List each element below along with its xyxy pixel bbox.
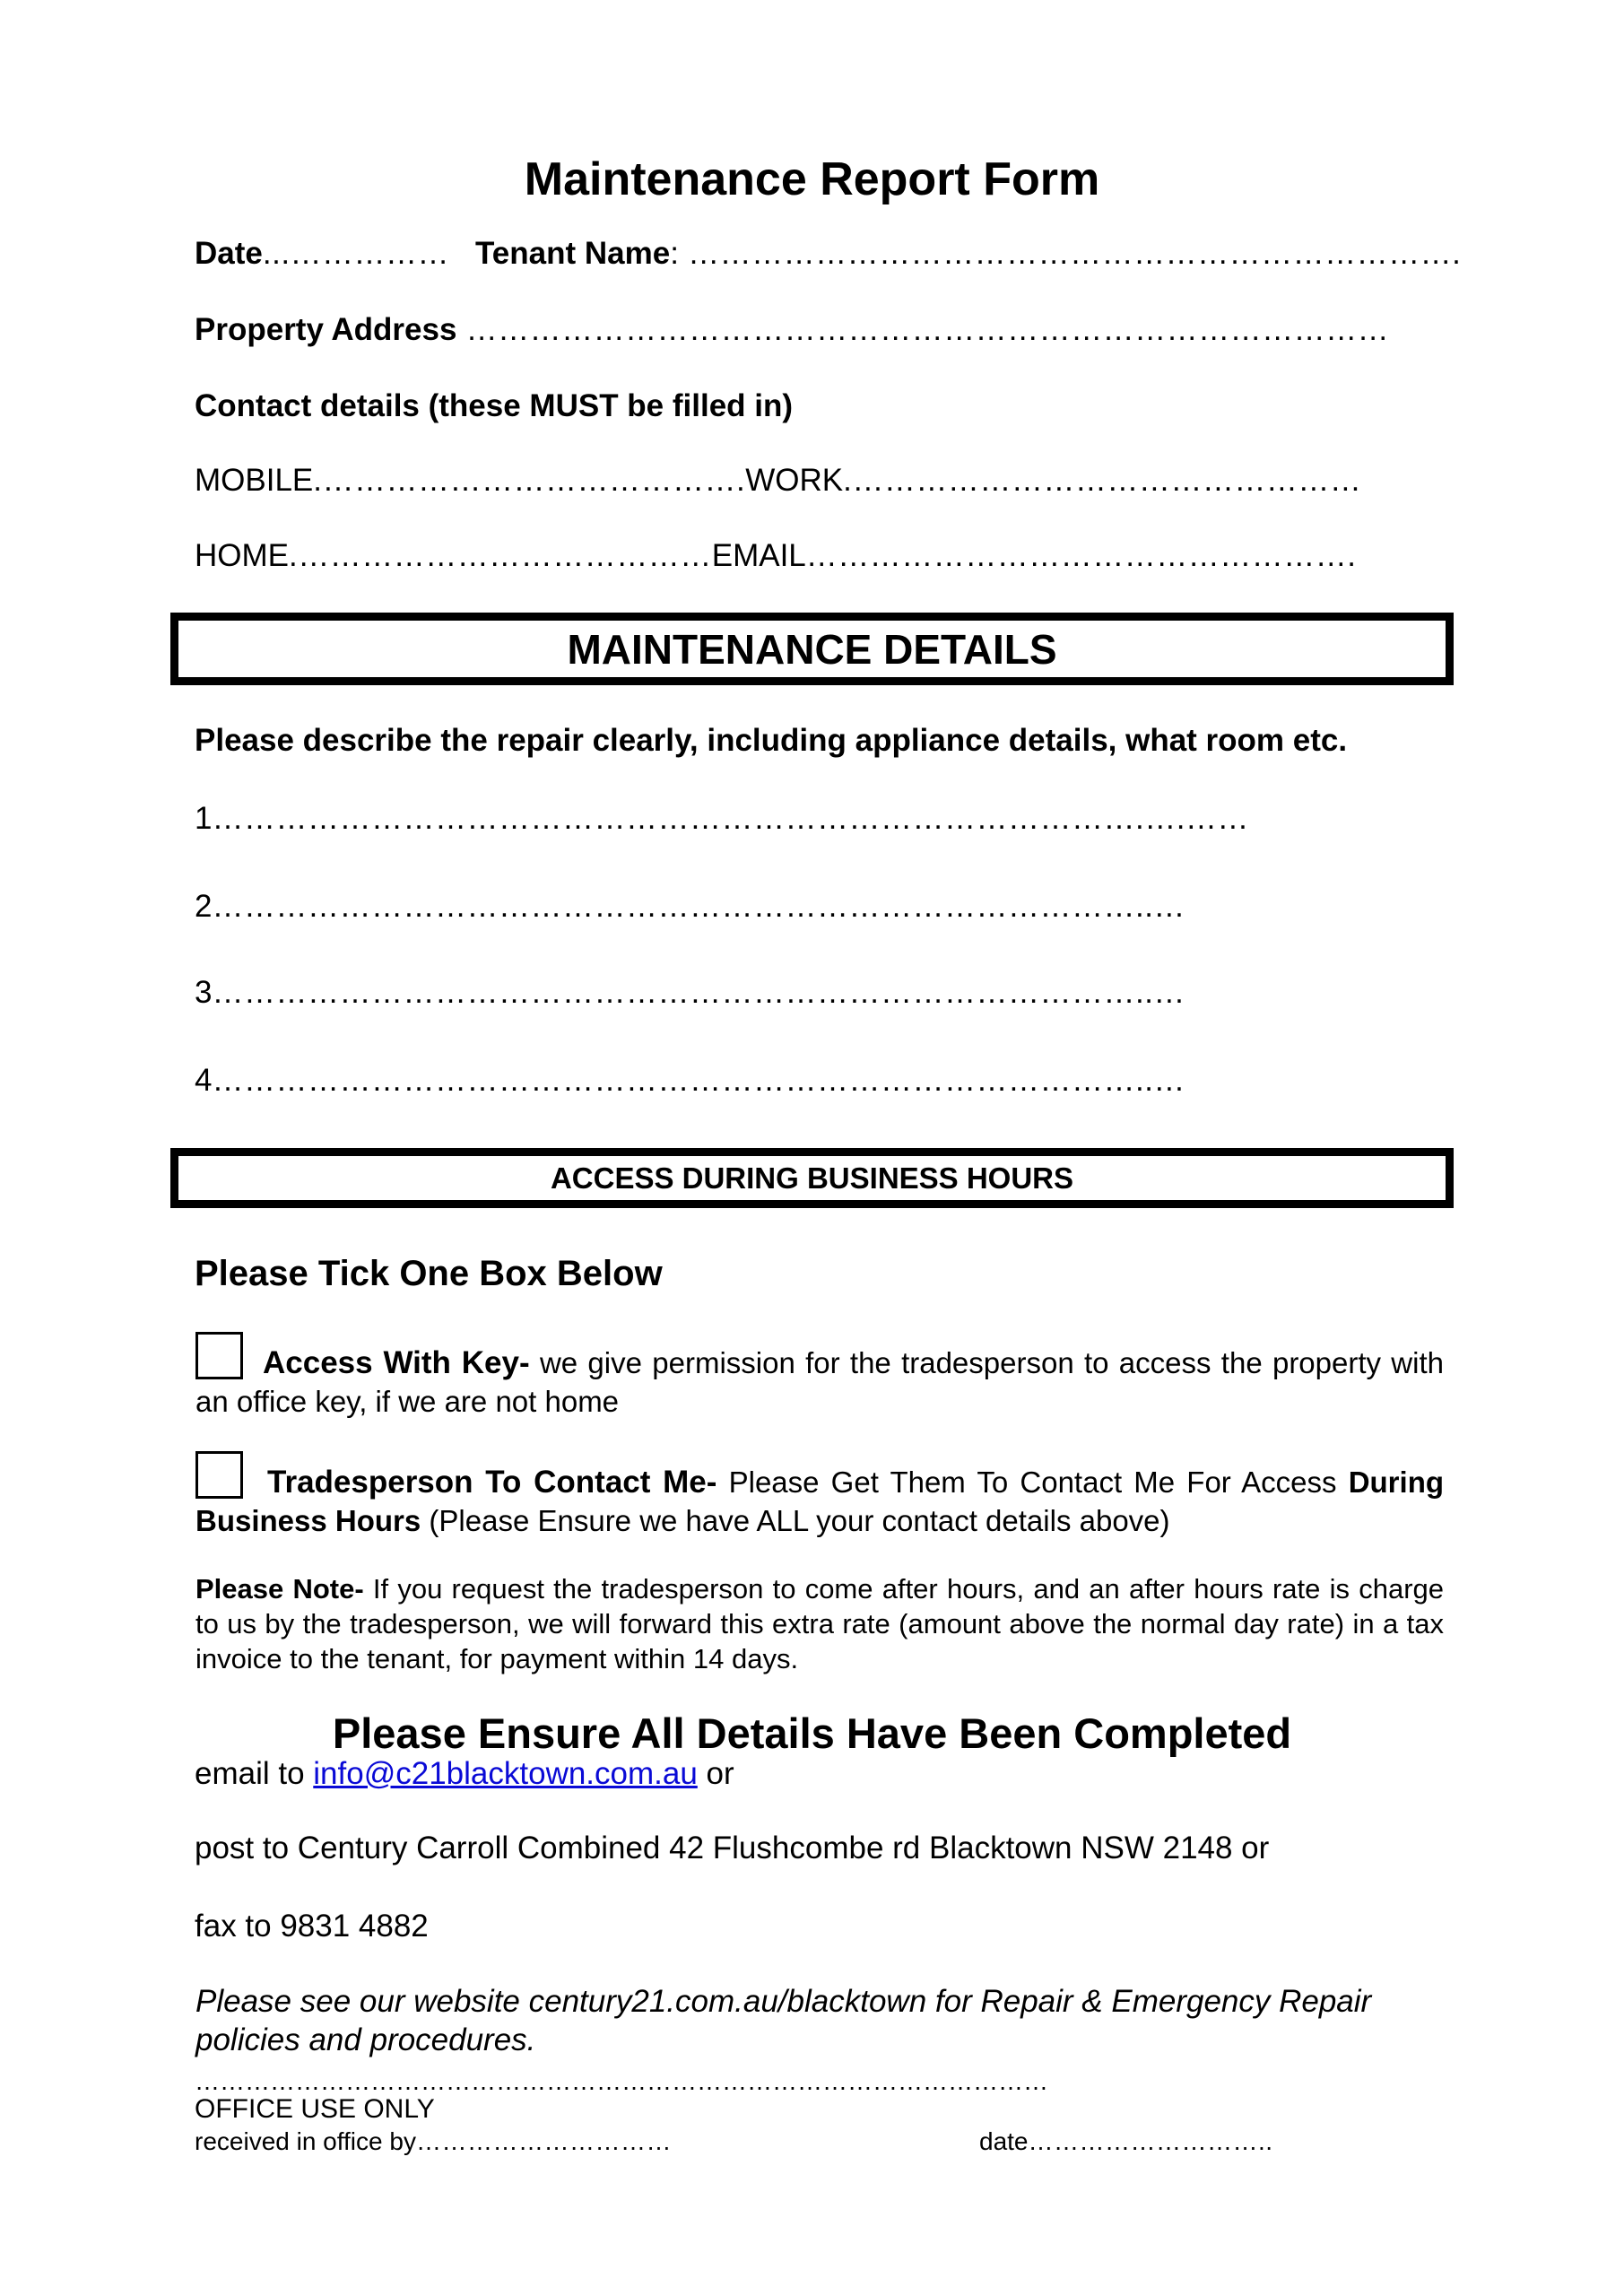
website-policy-note: Please see our website century21.com.au/blacktown for Repair & Emergency Repair policies and procedures. [195,1984,1372,2057]
post-instruction: post to Century Carroll Combined 42 Flushcombe rd Blacktown NSW 2148 or [195,1831,1270,1866]
office-date-field[interactable] [979,2127,1273,2156]
maintenance-details-title: MAINTENANCE DETAILS [567,625,1057,673]
home-field[interactable] [195,538,1357,574]
mobile-field[interactable] [195,463,1361,499]
business-hours-label: During Business Hours [195,1465,1445,1537]
completion-heading: Please Ensure All Details Have Been Completed [332,1709,1292,1757]
description-line-3[interactable] [195,975,1185,1011]
line-number: 3 [195,975,213,1010]
email-instruction [195,1756,734,1792]
tenant-name-input-dots[interactable]: ………………………………………………………………. [678,236,1462,271]
home-label: HOME [195,538,289,573]
line-number: 4 [195,1063,213,1098]
line-input-dots[interactable]: ……………………………………………………………………………..… [212,975,1185,1010]
line-number: 2 [195,889,213,924]
mobile-input-dots[interactable]: .…………………………………. [313,463,746,498]
note-text: If you request the tradesperson to come after hours, and an after hours rate is charge to us by the tradesperson, we will forward this extra rate (amount above the normal day rate) in a tax invoice to the tenant, for payment within 14 days. [195,1573,1445,1674]
email-label: EMAIL [711,538,806,573]
property-address-field[interactable] [195,312,1389,348]
maintenance-details-header [170,613,1454,685]
email-prefix: email to [195,1756,314,1791]
access-business-hours-header [170,1148,1454,1208]
date-field[interactable] [195,236,449,272]
tradesperson-contact-option [195,1463,1444,1540]
email-link[interactable]: info@c21blacktown.com.au [313,1756,698,1791]
received-by-field[interactable] [195,2127,672,2156]
after-hours-note [195,1571,1444,1676]
line-input-dots[interactable]: …………………………………………………………………………….….…… [212,801,1249,836]
office-date-label: date [979,2127,1029,2155]
tenant-name-label: Tenant Name [475,236,671,271]
note-label: Please Note- [195,1573,364,1605]
mobile-label: MOBILE [195,463,314,498]
received-by-input-dots[interactable]: ………………………… [415,2127,672,2155]
repair-instructions: Please describe the repair clearly, including appliance details, what room etc. [195,723,1348,758]
property-address-label: Property Address [195,312,457,347]
received-by-label: received in office by [195,2127,416,2155]
description-line-1[interactable] [195,801,1249,837]
line-input-dots[interactable]: ……………………………………………………………………………..… [212,889,1185,924]
fax-instruction: fax to 9831 4882 [195,1909,429,1944]
line-input-dots[interactable]: ……………………………………………………………………………..… [212,1063,1185,1098]
description-line-4[interactable] [195,1063,1185,1099]
description-line-2[interactable] [195,889,1185,925]
office-use-separator: ………………………………………………………………………………………… [195,2067,1048,2095]
page-title: Maintenance Report Form [524,153,1100,205]
tradesperson-contact-description: Please Get Them To Contact Me For Access [716,1465,1349,1499]
email-input-dots[interactable]: ……………………………………………. [805,538,1357,573]
email-suffix: or [697,1756,734,1791]
tick-box-heading: Please Tick One Box Below [195,1254,663,1293]
tenant-name-colon: : [670,236,679,271]
tradesperson-contact-label: Tradesperson To Contact Me- [267,1465,717,1500]
home-input-dots[interactable]: .………………………………… [289,538,712,573]
work-label: WORK [745,463,844,498]
access-with-key-option [195,1344,1444,1421]
property-address-input-dots[interactable]: …………………………………………………………………………… [456,312,1390,347]
access-business-hours-title: ACCESS DURING BUSINESS HOURS [550,1161,1074,1195]
contact-details-heading: Contact details (these MUST be filled in) [195,388,794,423]
date-input-dots[interactable]: ...…………… [262,236,450,271]
access-with-key-label: Access With Key- [263,1345,530,1380]
line-number: 1 [195,801,213,836]
office-use-heading: OFFICE USE ONLY [195,2094,435,2124]
office-date-input-dots[interactable]: ……………………….. [1028,2127,1273,2155]
date-label: Date [195,236,263,271]
tenant-name-field[interactable] [475,236,1461,272]
work-input-dots[interactable]: .………………………………………… [843,463,1362,498]
contact-details-reminder: (Please Ensure we have ALL your contact details above) [421,1504,1170,1537]
access-with-key-description: we give permission for the tradesperson to access the property with an office key, if we are not home [195,1346,1444,1418]
